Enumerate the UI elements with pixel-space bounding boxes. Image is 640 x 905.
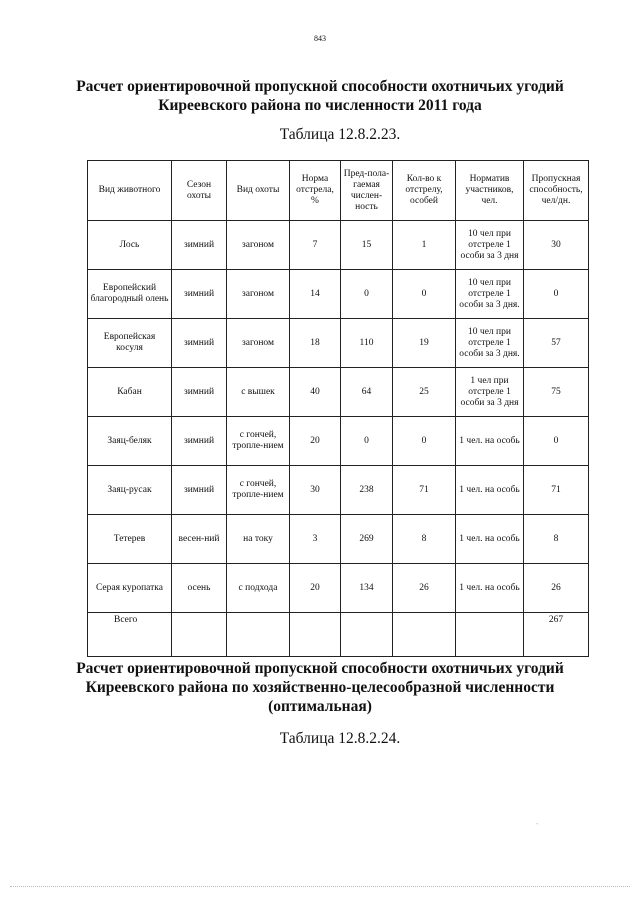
- empty-cell: [341, 613, 393, 657]
- cell-capacity: 26: [524, 564, 589, 613]
- table-1-caption: Таблица 12.8.2.23.: [279, 126, 401, 143]
- cell-hunt-method: загоном: [227, 319, 290, 368]
- table-row: [88, 564, 589, 613]
- table-row: [88, 319, 589, 368]
- cell-capacity: 0: [524, 270, 589, 319]
- cell-cull-rate: 40: [290, 368, 341, 417]
- heading-line: (оптимальная): [268, 698, 372, 715]
- empty-cell: [227, 613, 290, 657]
- cell-capacity: 57: [524, 319, 589, 368]
- total-value: 267: [524, 613, 589, 657]
- cell-season: зимний: [172, 270, 227, 319]
- cell-season: зимний: [172, 368, 227, 417]
- cell-capacity: 71: [524, 466, 589, 515]
- cell-population: 0: [341, 417, 393, 466]
- table-row: [88, 270, 589, 319]
- cell-participants-norm: 1 чел. на особь: [456, 466, 524, 515]
- scan-noise-line: [10, 886, 630, 888]
- cell-hunt-method: с гончей, тропле-нием: [227, 466, 290, 515]
- cell-animal: Тетерев: [88, 515, 172, 564]
- cell-cull-rate: 7: [290, 221, 341, 270]
- cell-season: зимний: [172, 221, 227, 270]
- cell-participants-norm: 1 чел. на особь: [456, 417, 524, 466]
- cell-hunt-method: с подхода: [227, 564, 290, 613]
- table-2-caption: Таблица 12.8.2.24.: [279, 730, 401, 747]
- header-capacity: Пропускная способность, чел/дн.: [524, 161, 589, 221]
- total-label: Всего: [88, 613, 172, 657]
- cell-cull-count: 19: [393, 319, 456, 368]
- table-header-row: [88, 161, 589, 221]
- empty-cell: [456, 613, 524, 657]
- table-row: [88, 221, 589, 270]
- cell-season: зимний: [172, 466, 227, 515]
- cell-participants-norm: 10 чел при отстреле 1 особи за 3 дня: [456, 221, 524, 270]
- table-1-heading: [0, 77, 640, 115]
- cell-cull-rate: 20: [290, 417, 341, 466]
- cell-season: зимний: [172, 319, 227, 368]
- cell-capacity: 75: [524, 368, 589, 417]
- hunting-capacity-table: [87, 160, 589, 657]
- cell-participants-norm: 1 чел. на особь: [456, 564, 524, 613]
- table-row: [88, 515, 589, 564]
- cell-cull-count: 0: [393, 270, 456, 319]
- cell-population: 64: [341, 368, 393, 417]
- cell-population: 238: [341, 466, 393, 515]
- heading-line: Расчет ориентировочной пропускной способности охотничьих угодий: [76, 660, 564, 677]
- cell-population: 134: [341, 564, 393, 613]
- cell-capacity: 30: [524, 221, 589, 270]
- cell-animal: Европейская косуля: [88, 319, 172, 368]
- cell-participants-norm: 10 чел при отстреле 1 особи за 3 дня.: [456, 270, 524, 319]
- scan-mark: `: [536, 822, 539, 831]
- cell-population: 0: [341, 270, 393, 319]
- cell-animal: Заяц-русак: [88, 466, 172, 515]
- cell-season: осень: [172, 564, 227, 613]
- cell-cull-rate: 3: [290, 515, 341, 564]
- cell-cull-count: 26: [393, 564, 456, 613]
- cell-season: зимний: [172, 417, 227, 466]
- table-row: [88, 417, 589, 466]
- cell-participants-norm: 10 чел при отстреле 1 особи за 3 дня.: [456, 319, 524, 368]
- heading-line: Киреевского района по хозяйственно-целесообразной численности: [85, 679, 555, 696]
- cell-cull-rate: 20: [290, 564, 341, 613]
- header-hunt-method: Вид охоты: [227, 161, 290, 221]
- cell-season: весен-ний: [172, 515, 227, 564]
- table-row: [88, 368, 589, 417]
- header-season: Сезон охоты: [172, 161, 227, 221]
- cell-cull-count: 0: [393, 417, 456, 466]
- cell-cull-rate: 30: [290, 466, 341, 515]
- table-2-heading: [0, 659, 640, 716]
- cell-animal: Европейский благородный олень: [88, 270, 172, 319]
- table-total-row: [88, 613, 589, 657]
- cell-animal: Лось: [88, 221, 172, 270]
- cell-population: 15: [341, 221, 393, 270]
- cell-cull-count: 1: [393, 221, 456, 270]
- cell-cull-count: 71: [393, 466, 456, 515]
- cell-cull-rate: 14: [290, 270, 341, 319]
- cell-capacity: 0: [524, 417, 589, 466]
- cell-hunt-method: загоном: [227, 270, 290, 319]
- cell-cull-rate: 18: [290, 319, 341, 368]
- cell-animal: Серая куропатка: [88, 564, 172, 613]
- header-animal: Вид животного: [88, 161, 172, 221]
- cell-hunt-method: загоном: [227, 221, 290, 270]
- header-cull-count: Кол-во к отстрелу, особей: [393, 161, 456, 221]
- cell-animal: Кабан: [88, 368, 172, 417]
- cell-hunt-method: на току: [227, 515, 290, 564]
- empty-cell: [172, 613, 227, 657]
- cell-population: 269: [341, 515, 393, 564]
- cell-cull-count: 8: [393, 515, 456, 564]
- header-population: Пред-пола-гаемая числен-ность: [341, 161, 393, 221]
- page-number: 843: [314, 34, 326, 43]
- cell-population: 110: [341, 319, 393, 368]
- cell-cull-count: 25: [393, 368, 456, 417]
- heading-line: Киреевского района по численности 2011 года: [158, 97, 482, 114]
- cell-hunt-method: с гончей, тропле-нием: [227, 417, 290, 466]
- cell-participants-norm: 1 чел при отстреле 1 особи за 3 дня: [456, 368, 524, 417]
- cell-participants-norm: 1 чел. на особь: [456, 515, 524, 564]
- heading-line: Расчет ориентировочной пропускной способности охотничьих угодий: [76, 78, 564, 95]
- table-row: [88, 466, 589, 515]
- cell-animal: Заяц-беляк: [88, 417, 172, 466]
- header-cull-rate: Норма отстрела, %: [290, 161, 341, 221]
- empty-cell: [290, 613, 341, 657]
- cell-hunt-method: с вышек: [227, 368, 290, 417]
- empty-cell: [393, 613, 456, 657]
- cell-capacity: 8: [524, 515, 589, 564]
- header-participants-norm: Норматив участников, чел.: [456, 161, 524, 221]
